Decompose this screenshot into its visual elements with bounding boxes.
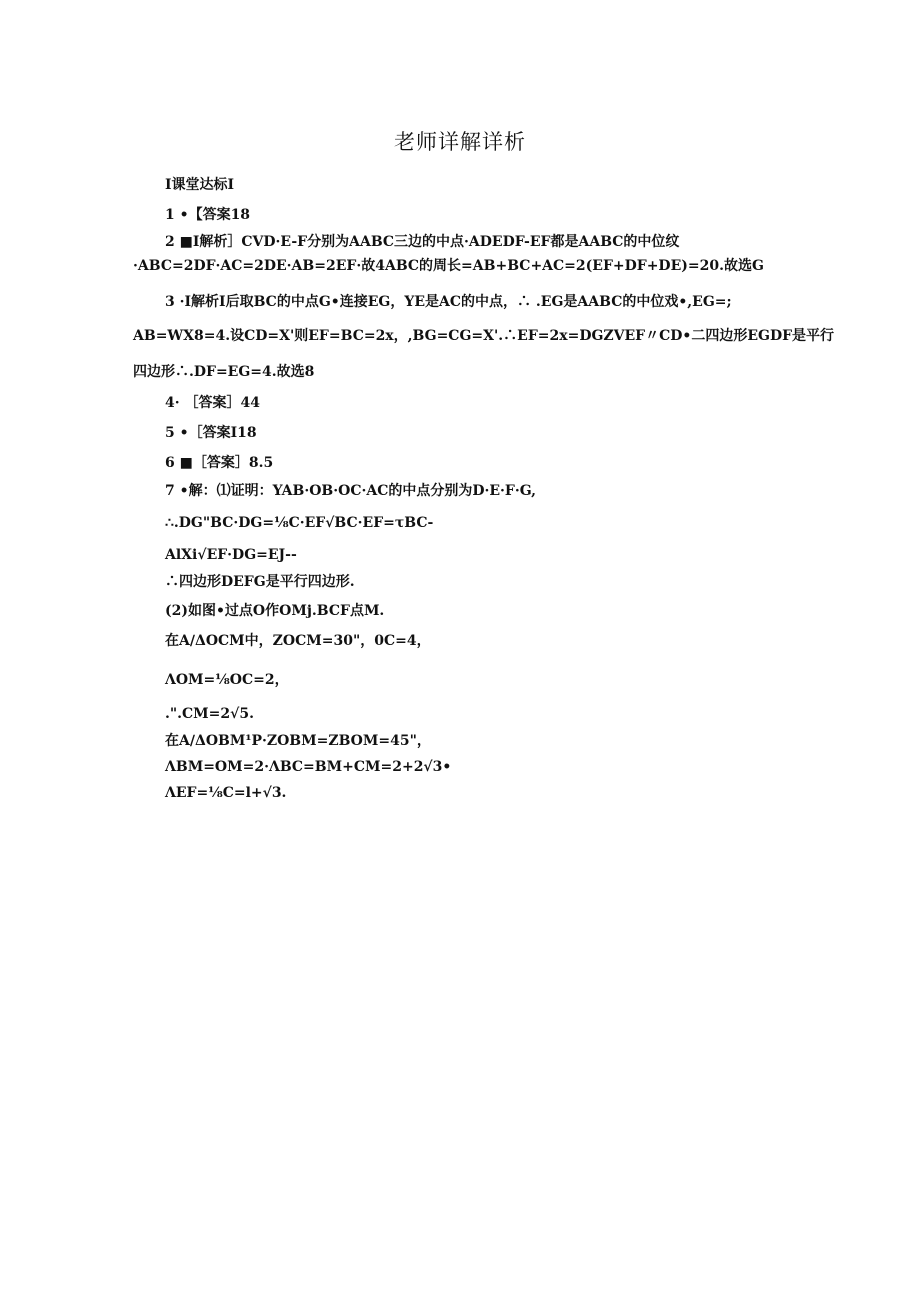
answer-7-line-10: ΛBM=OM=2·ΛBC=BM+CM=2+2√3• bbox=[165, 759, 452, 775]
answer-7-line-11: ΛEF=⅛C=l+√3. bbox=[165, 785, 287, 801]
answer-5: 5 •［答案I18 bbox=[165, 425, 257, 441]
answer-3-line-2: AB=WX8=4.设CD=X'则EF=BC=2x，,BG=CG=X'.∴EF=2x=DGZVEF〃CD•二四边形EGDF是平行 bbox=[133, 328, 835, 344]
answer-7-line-2: ∴.DG"BC·DG=⅛C·EF√BC·EF=τBC- bbox=[165, 515, 434, 531]
answer-4: 4· ［答案］44 bbox=[165, 395, 260, 411]
answer-7-line-6: 在A∕ΔOCM中，ZOCM=30"，0C=4， bbox=[165, 633, 431, 649]
answer-7-line-8: .".CM=2√5. bbox=[165, 706, 254, 722]
answer-7-line-5: (2)如图•过点O作OMj.BCF点M. bbox=[165, 603, 385, 619]
answer-2-line-1: 2 ■I解析］CVD·E-F分别为AABC三边的中点·ADEDF-EF都是AABC的中位纹 bbox=[165, 234, 680, 250]
page-title: 老师详解详析 bbox=[394, 130, 526, 154]
answer-7-line-7: ΛOM=⅛OC=2， bbox=[165, 672, 289, 688]
answer-3-line-1: 3 ·I解析I后取BC的中点G•连接EG，YE是AC的中点，∴ .EG是AABC的中位戏•,EG=; bbox=[165, 294, 732, 310]
answer-2-line-2: ·ABC=2DF·AC=2DE·AB=2EF·故4ABC的周长=AB+BC+AC=2(EF+DF+DE)=20.故选G bbox=[133, 258, 764, 274]
section-heading: I课堂达标I bbox=[165, 177, 235, 193]
answer-7-line-9: 在A∕ΔOBM¹P·ZOBM=ZBOM=45"， bbox=[165, 733, 431, 749]
answer-7-line-1: 7 •解：⑴证明：YAB·OB·OC·AC的中点分别为D·E·F·G, bbox=[165, 483, 537, 499]
answer-7-line-4: ∴四边形DEFG是平行四边形. bbox=[165, 574, 355, 590]
answer-7-line-3: AlXi√EF·DG=EJ-- bbox=[165, 547, 297, 563]
answer-3-line-3: 四边形∴.DF=EG=4.故选8 bbox=[133, 364, 315, 380]
answer-6: 6 ■［答案］8.5 bbox=[165, 455, 274, 471]
answer-1: 1 •【答案18 bbox=[165, 207, 251, 223]
